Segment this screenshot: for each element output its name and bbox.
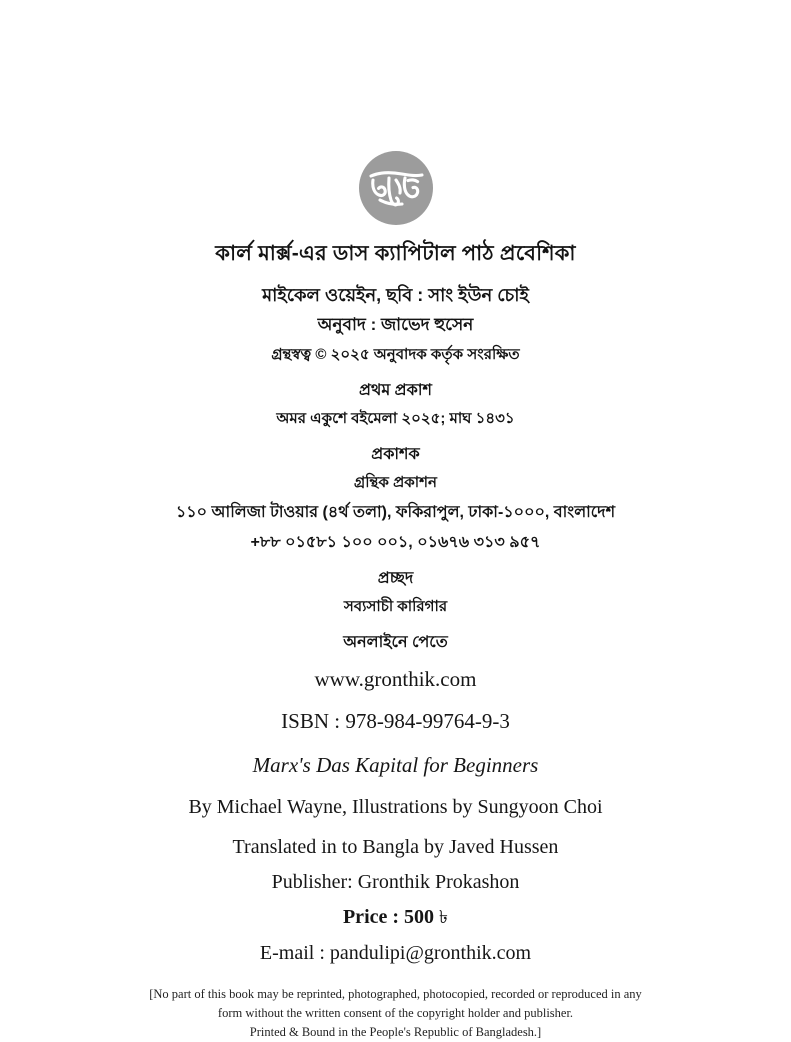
publisher-name-bn: গ্রন্থিক প্রকাশন (354, 473, 437, 491)
book-title-bn: কার্ল মার্ক্স-এর ডাস ক্যাপিটাল পাঠ প্রবেশিকা (215, 242, 576, 265)
legal-line-1: [No part of this book may be reprinted, photographed, photocopied, recorded or reproduced in any (149, 986, 642, 1001)
price-line (343, 904, 448, 930)
online-heading: অনলাইনে পেতে (343, 633, 448, 651)
taka-currency-symbol: ৳ (439, 906, 449, 927)
cover-artist-bn: সব্যসাচী কারিগার (343, 597, 448, 615)
legal-line-3: Printed & Bound in the People's Republic of Bangladesh.] (249, 1024, 542, 1039)
authors-bn: মাইকেল ওয়েইন, ছবি : সাং ইউন চোই (262, 284, 529, 305)
website-link[interactable]: www.gronthik.com (314, 666, 477, 691)
english-title: Marx's Das Kapital for Beginners (252, 753, 539, 778)
email-line[interactable]: E-mail : pandulipi@gronthik.com (259, 941, 532, 964)
english-byline: By Michael Wayne, Illustrations by Sungyoon Choi (188, 795, 603, 818)
first-edition-heading: প্রথম প্রকাশ (359, 381, 432, 399)
publisher-address-bn: ১১০ আলিজা টাওয়ার (৪র্থ তলা), ফকিরাপুল, ঢাকা-১০০০, বাংলাদেশ (175, 503, 616, 521)
publisher-heading: প্রকাশক (371, 445, 420, 463)
publisher-en: Publisher: Gronthik Prokashon (271, 870, 520, 893)
publisher-logo (358, 150, 434, 226)
translated-by-line: Translated in to Bangla by Javed Hussen (232, 835, 559, 858)
legal-notice (116, 985, 676, 1042)
translator-bn: অনুবাদ : জাভেদ হুসেন (317, 315, 474, 335)
price-label: Price : 500 (342, 905, 435, 928)
copyright-notice-bn: গ্রন্থস্বত্ব © ২০২৫ অনুবাদক কর্তৃক সংরক্ষিত (271, 345, 520, 363)
cover-heading: প্রচ্ছদ (377, 569, 414, 587)
isbn-line: ISBN : 978-984-99764-9-3 (281, 709, 510, 734)
publisher-phone-bn: +৮৮ ০১৫৮১ ১০০ ০০১, ০১৬৭৬ ৩১৩ ৯৫৭ (250, 533, 541, 551)
legal-line-2: form without the written consent of the copyright holder and publisher. (217, 1005, 574, 1020)
first-edition-value: অমর একুশে বইমেলা ২০২৫; মাঘ ১৪৩১ (276, 409, 515, 427)
